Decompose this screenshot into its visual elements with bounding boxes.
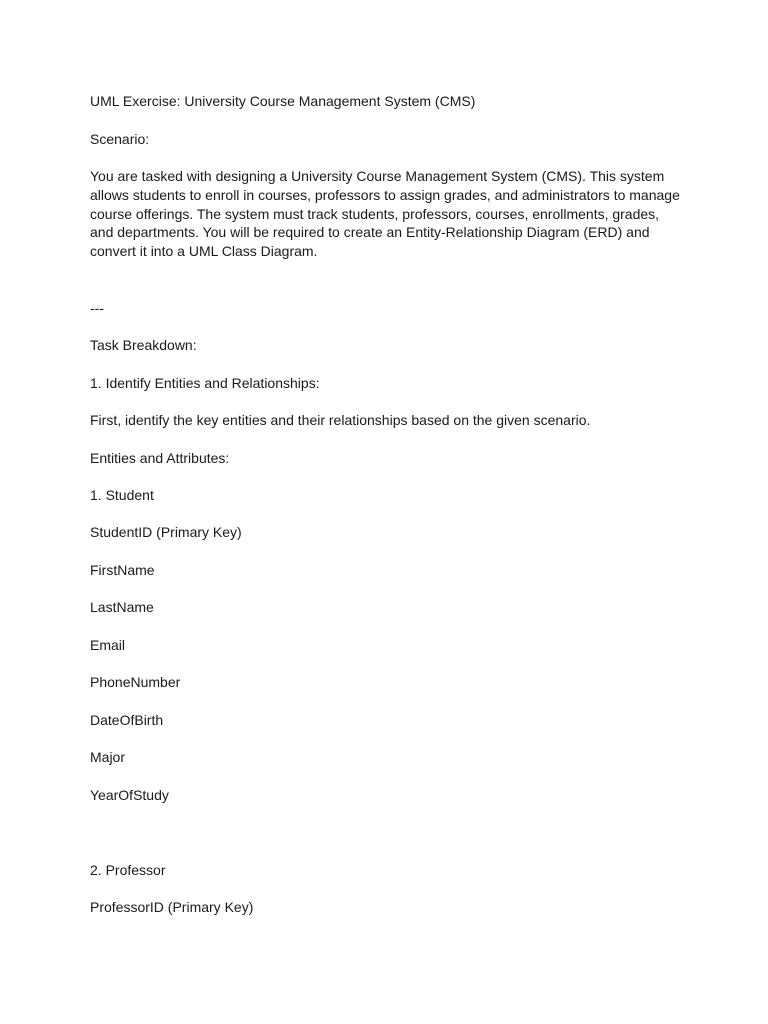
step1-text: First, identify the key entities and their relationships based on the given scenario. [90,412,591,428]
scenario-paragraph [90,167,690,261]
attribute-item: Major [90,749,126,765]
scenario-line: and departments. You will be required to create an Entity-Relationship Diagram (ERD) and [90,224,650,241]
scenario-line: allows students to enroll in courses, professors to assign grades, and administrators to manage [90,186,680,203]
entity-student-heading: 1. Student [90,487,154,503]
step1-heading: 1. Identify Entities and Relationships: [90,375,320,391]
scenario-line: You are tasked with designing a University Course Management System (CMS). This system [90,168,665,184]
scenario-heading: Scenario: [90,131,150,147]
scenario-line: convert it into a UML Class Diagram. [90,243,318,260]
separator: --- [90,300,104,316]
attribute-item: LastName [90,599,154,615]
attribute-item: Email [90,637,126,653]
task-heading: Task Breakdown: [90,337,197,353]
attribute-item: DateOfBirth [90,712,164,728]
attribute-item: StudentID (Primary Key) [90,524,242,540]
attribute-item: YearOfStudy [90,787,169,803]
attribute-item: ProfessorID (Primary Key) [90,899,254,915]
entities-heading: Entities and Attributes: [90,450,230,466]
attribute-item: FirstName [90,562,155,578]
document-title: UML Exercise: University Course Management System (CMS) [90,93,476,109]
entity-professor-heading: 2. Professor [90,862,166,878]
scenario-line: course offerings. The system must track students, professors, courses, enrollments, grades, [90,205,660,222]
attribute-item: PhoneNumber [90,674,181,690]
